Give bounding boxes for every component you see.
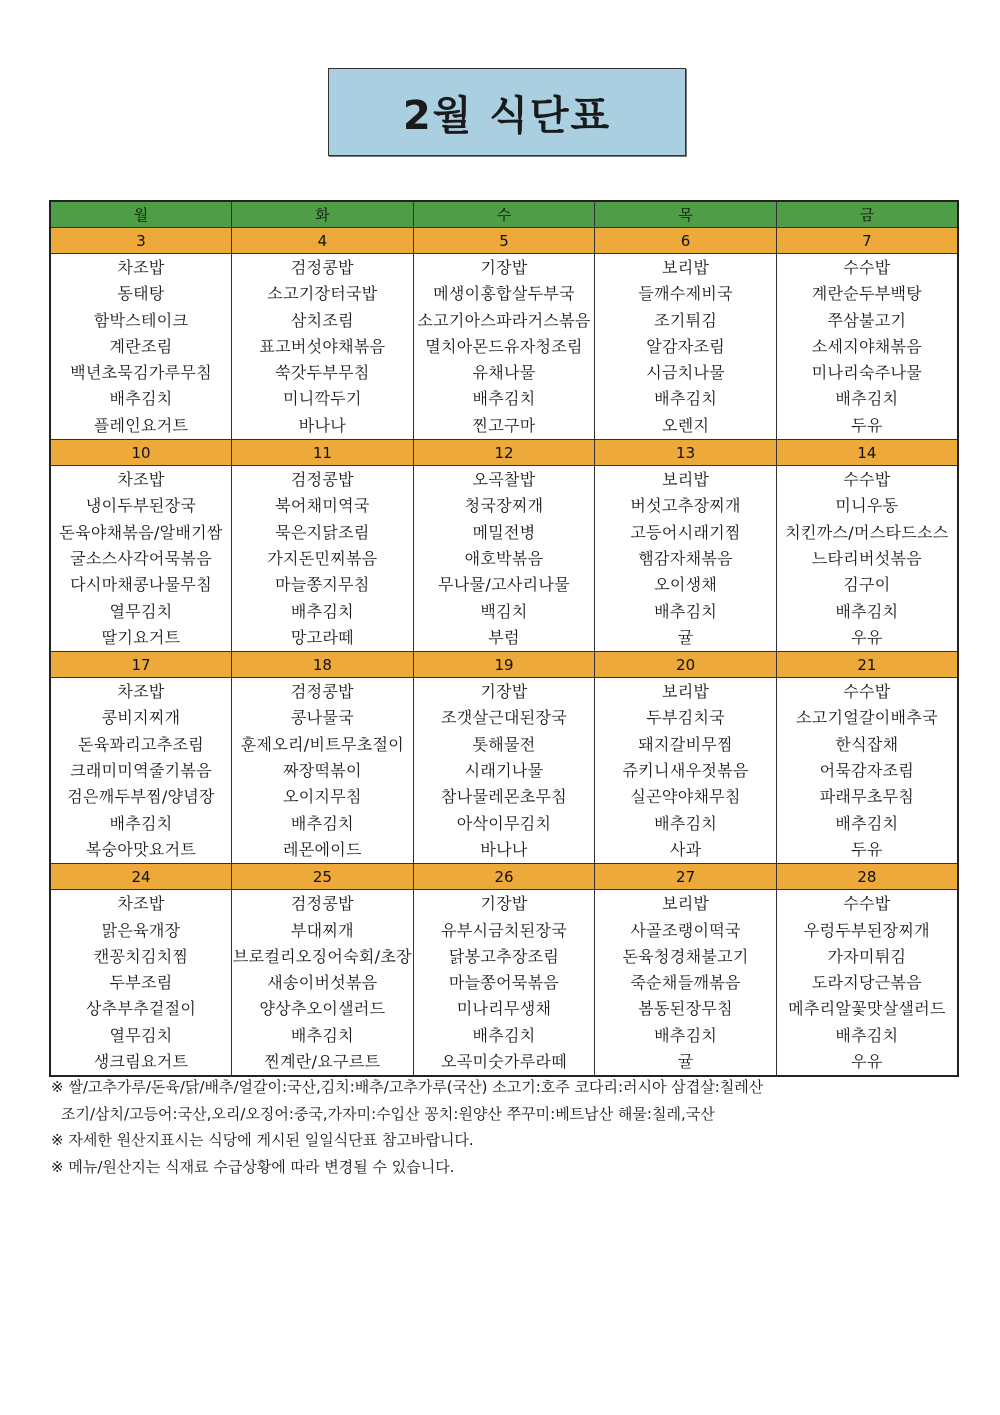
weekday-header: 금 — [776, 201, 958, 228]
note-line: ※ 쌀/고추가루/돈육/닭/배추/얼갈이:국산,김치:배추/고추가루(국산) 소고기:호주 코다리:러시아 삼겹살:칠레산 — [51, 1078, 764, 1096]
menu-item: 수수밥 — [843, 894, 891, 914]
menu-item: 사과 — [669, 839, 702, 859]
menu-item: 상추부추겉절이 — [85, 999, 197, 1019]
date-cell: 10 — [50, 440, 232, 466]
date-cell: 17 — [50, 652, 232, 678]
menu-item: 소고기아스파라거스볶음 — [417, 310, 591, 330]
menu-item: 무나물/고사리나물 — [438, 575, 570, 595]
menu-item: 오이지무침 — [283, 787, 362, 807]
day-menu-cell — [232, 678, 414, 864]
menu-item: 버섯고추장찌개 — [630, 496, 741, 516]
menu-item: 유부시금치된장국 — [440, 920, 568, 940]
menu-item: 쥬키니새우젓볶음 — [622, 761, 749, 781]
menu-item: 쑥갓두부무침 — [275, 363, 370, 383]
menu-item: 콩비지찌개 — [101, 708, 181, 728]
date-cell: 11 — [232, 440, 414, 466]
menu-item: 오곡미숫가루라떼 — [440, 1052, 568, 1072]
menu-item: 들깨수제비국 — [638, 284, 733, 304]
menu-item: 배추김치 — [290, 813, 354, 833]
menu-item: 배추김치 — [109, 389, 173, 409]
menu-item: 계란조림 — [109, 336, 173, 356]
menu-item: 돈육야채볶음/알배기쌈 — [59, 522, 223, 542]
menu-item: 소세지야채볶음 — [811, 336, 923, 356]
menu-item: 함박스테이크 — [93, 310, 189, 330]
menu-item: 톳해물전 — [472, 734, 536, 754]
weekday-header: 수 — [413, 201, 595, 228]
menu-item: 미나리무생채 — [456, 999, 552, 1019]
menu-item: 찐계란/요구르트 — [264, 1052, 381, 1072]
menu-item: 유채나물 — [472, 363, 536, 383]
day-menu-cell — [595, 678, 777, 864]
menu-item: 두유 — [851, 839, 883, 859]
menu-item: 시래기나물 — [464, 761, 544, 781]
menu-item: 파래무초무침 — [819, 787, 915, 807]
menu-item: 배추김치 — [109, 813, 173, 833]
menu-item: 느타리버섯볶음 — [811, 548, 923, 568]
menu-item: 동태탕 — [117, 284, 165, 304]
day-menu-cell — [232, 890, 414, 1077]
menu-item: 죽순채들깨볶음 — [630, 973, 741, 993]
menu-item: 봄동된장무침 — [638, 999, 733, 1019]
note-line: ※ 메뉴/원산지는 식재료 수급상황에 따라 변경될 수 있습니다. — [51, 1157, 455, 1176]
date-cell: 20 — [595, 652, 777, 678]
menu-item: 시금치나물 — [646, 363, 725, 383]
menu-item: 훈제오리/비트무초절이 — [240, 734, 405, 754]
menu-row — [50, 678, 958, 864]
menu-item: 짜장떡볶이 — [283, 761, 362, 781]
menu-item: 열무김치 — [109, 601, 173, 621]
date-row — [50, 228, 958, 254]
day-menu-cell — [232, 466, 414, 652]
menu-item: 사골조랭이떡국 — [630, 920, 741, 940]
page-title: 2월 식단표 — [328, 68, 686, 156]
weeks-body — [50, 228, 958, 1077]
menu-item: 양상추오이샐러드 — [259, 999, 386, 1019]
menu-item: 배추김치 — [835, 601, 899, 621]
menu-item: 우렁두부된장찌개 — [803, 920, 930, 940]
meal-plan-table — [49, 200, 959, 1077]
menu-item: 아삭이무김치 — [456, 813, 552, 833]
menu-item: 마늘쫑지무침 — [275, 575, 370, 595]
menu-item: 배추김치 — [654, 601, 718, 621]
notes — [51, 1074, 981, 1180]
menu-item: 두유 — [851, 415, 883, 435]
menu-item: 어묵감자조림 — [819, 761, 915, 781]
date-cell: 7 — [776, 228, 958, 254]
menu-item: 기장밥 — [480, 682, 528, 702]
menu-item: 배추김치 — [835, 1025, 899, 1045]
menu-row — [50, 254, 958, 440]
menu-item: 메추리알꽃맛살샐러드 — [788, 999, 946, 1019]
day-menu-cell — [776, 678, 958, 864]
menu-item: 귤 — [677, 627, 694, 647]
menu-item: 삼치조림 — [290, 310, 354, 330]
menu-item: 배추김치 — [654, 1025, 718, 1045]
menu-item: 바나나 — [298, 415, 347, 435]
menu-item: 부럼 — [488, 627, 520, 647]
menu-item: 수수밥 — [843, 258, 891, 277]
day-menu-cell — [413, 254, 595, 440]
menu-item: 고등어시래기찜 — [630, 522, 741, 542]
menu-item: 가지돈민찌볶음 — [267, 548, 378, 568]
menu-item: 도라지당근볶음 — [811, 973, 923, 993]
menu-item: 미니깍두기 — [283, 389, 362, 409]
note-line: 조기/삼치/고등어:국산,오리/오징어:중국,가자미:수입산 꽁치:원양산 쭈꾸미:베트남산 해물:칠레,국산 — [61, 1104, 715, 1123]
menu-item: 배추김치 — [654, 813, 718, 833]
menu-item: 배추김치 — [290, 1025, 354, 1045]
menu-item: 알감자조림 — [646, 336, 725, 356]
menu-item: 부대찌개 — [290, 920, 354, 940]
menu-item: 가자미튀김 — [827, 946, 907, 966]
menu-item: 보리밥 — [661, 894, 710, 914]
menu-item: 보리밥 — [661, 470, 710, 490]
menu-item: 실곤약야채무침 — [630, 787, 741, 807]
date-cell: 14 — [776, 440, 958, 466]
menu-item: 바나나 — [480, 839, 528, 859]
menu-item: 열무김치 — [109, 1025, 173, 1045]
day-menu-cell — [595, 466, 777, 652]
date-row — [50, 440, 958, 466]
menu-item: 복숭아맛요거트 — [85, 839, 197, 859]
date-cell: 18 — [232, 652, 414, 678]
menu-item: 쭈삼불고기 — [827, 310, 907, 330]
menu-item: 보리밥 — [661, 258, 710, 277]
menu-item: 배추김치 — [835, 389, 899, 409]
weekday-header: 화 — [232, 201, 414, 228]
menu-item: 백김치 — [480, 601, 528, 621]
menu-item: 기장밥 — [480, 258, 528, 277]
menu-item: 보리밥 — [661, 682, 710, 702]
date-cell: 12 — [413, 440, 595, 466]
date-cell: 21 — [776, 652, 958, 678]
menu-item: 검정콩밥 — [290, 258, 354, 277]
menu-item: 귤 — [677, 1052, 694, 1072]
menu-item: 플레인요거트 — [93, 415, 189, 435]
weekday-header: 목 — [595, 201, 777, 228]
date-cell: 27 — [595, 864, 777, 890]
menu-item: 차조밥 — [117, 894, 165, 914]
menu-item: 브로컬리오징어숙회/초장 — [232, 946, 412, 966]
day-menu-cell — [50, 678, 232, 864]
menu-item: 오렌지 — [661, 415, 710, 435]
menu-item: 배추김치 — [290, 601, 354, 621]
menu-item: 검정콩밥 — [290, 894, 354, 914]
day-menu-cell — [232, 254, 414, 440]
menu-item: 멸치아몬드유자청조림 — [425, 336, 583, 356]
date-cell: 28 — [776, 864, 958, 890]
menu-item: 생크림요거트 — [93, 1052, 189, 1072]
menu-item: 햄감자채볶음 — [638, 548, 733, 568]
menu-item: 소고기얼갈이배추국 — [796, 708, 938, 728]
menu-item: 마늘쫑어묵볶음 — [448, 973, 560, 993]
menu-item: 차조밥 — [117, 258, 165, 277]
menu-item: 미니우동 — [835, 496, 899, 516]
menu-item: 오곡찰밥 — [472, 470, 536, 490]
date-cell: 19 — [413, 652, 595, 678]
menu-item: 차조밥 — [117, 470, 165, 490]
day-menu-cell — [413, 890, 595, 1077]
date-cell: 3 — [50, 228, 232, 254]
day-menu-cell — [413, 678, 595, 864]
menu-item: 우유 — [851, 627, 883, 647]
menu-item: 백년초묵김가루무침 — [70, 363, 212, 383]
menu-item: 표고버섯야채볶음 — [259, 336, 386, 356]
note-line: ※ 자세한 원산지표시는 식당에 게시된 일일식단표 참고바랍니다. — [51, 1131, 474, 1149]
menu-item: 우유 — [851, 1052, 883, 1072]
menu-row — [50, 890, 958, 1077]
menu-item: 미나리숙주나물 — [811, 363, 923, 383]
day-menu-cell — [595, 254, 777, 440]
menu-item: 콩나물국 — [290, 708, 354, 728]
day-menu-cell — [776, 890, 958, 1077]
menu-item: 배추김치 — [835, 813, 899, 833]
menu-item: 수수밥 — [843, 470, 891, 490]
day-menu-cell — [50, 466, 232, 652]
date-row — [50, 864, 958, 890]
menu-item: 메생이홍합살두부국 — [433, 284, 575, 304]
day-menu-cell — [413, 466, 595, 652]
menu-item: 한식잡채 — [835, 734, 899, 754]
day-menu-cell — [50, 254, 232, 440]
menu-item: 청국장찌개 — [464, 496, 544, 516]
menu-item: 새송이버섯볶음 — [267, 973, 378, 993]
day-menu-cell — [595, 890, 777, 1077]
menu-item: 캔꽁치김치찜 — [93, 946, 189, 966]
menu-item: 참나물레몬초무침 — [440, 787, 568, 807]
date-cell: 26 — [413, 864, 595, 890]
menu-item: 딸기요거트 — [101, 627, 181, 647]
date-cell: 6 — [595, 228, 777, 254]
menu-item: 두부조림 — [109, 973, 173, 993]
date-row — [50, 652, 958, 678]
menu-item: 조갯살근대된장국 — [440, 708, 568, 728]
date-cell: 4 — [232, 228, 414, 254]
menu-item: 굴소스사각어묵볶음 — [70, 548, 212, 568]
menu-item: 소고기장터국밥 — [267, 284, 378, 304]
menu-item: 김구이 — [843, 575, 891, 595]
menu-item: 돈육꽈리고추조림 — [78, 734, 205, 754]
menu-item: 레몬에이드 — [283, 839, 362, 859]
menu-item: 오이생채 — [654, 575, 718, 595]
menu-item: 북어채미역국 — [275, 496, 370, 516]
menu-item: 묵은지닭조림 — [275, 522, 370, 542]
menu-item: 다시마채콩나물무침 — [70, 575, 212, 595]
menu-item: 애호박볶음 — [464, 548, 544, 568]
menu-row — [50, 466, 958, 652]
menu-item: 치킨까스/머스타드소스 — [785, 522, 949, 542]
menu-item: 검정콩밥 — [290, 682, 354, 702]
menu-item: 배추김치 — [472, 1025, 536, 1045]
menu-item: 맑은육개장 — [101, 920, 181, 940]
day-menu-cell — [776, 466, 958, 652]
menu-item: 닭봉고추장조림 — [448, 946, 560, 966]
menu-item: 검정콩밥 — [290, 470, 354, 490]
menu-item: 계란순두부백탕 — [811, 284, 923, 304]
menu-item: 냉이두부된장국 — [85, 496, 197, 516]
menu-item: 검은깨두부찜/양념장 — [67, 787, 215, 807]
menu-item: 배추김치 — [472, 389, 536, 409]
menu-item: 배추김치 — [654, 389, 718, 409]
menu-item: 크래미미역줄기볶음 — [70, 761, 212, 781]
weekday-header: 월 — [50, 201, 232, 228]
menu-item: 조기튀김 — [654, 310, 718, 330]
date-cell: 5 — [413, 228, 595, 254]
menu-item: 망고라떼 — [290, 627, 354, 647]
menu-item: 기장밥 — [480, 894, 528, 914]
day-menu-cell — [776, 254, 958, 440]
menu-item: 두부김치국 — [646, 708, 725, 728]
date-cell: 13 — [595, 440, 777, 466]
menu-item: 수수밥 — [843, 682, 891, 702]
weekday-header-row — [50, 201, 958, 228]
menu-item: 돈육청경채불고기 — [622, 946, 749, 966]
menu-item: 차조밥 — [117, 682, 165, 702]
menu-item: 메밀전병 — [472, 522, 536, 542]
menu-item: 찐고구마 — [472, 415, 536, 435]
menu-item: 돼지갈비무찜 — [638, 734, 733, 754]
date-cell: 25 — [232, 864, 414, 890]
day-menu-cell — [50, 890, 232, 1077]
date-cell: 24 — [50, 864, 232, 890]
